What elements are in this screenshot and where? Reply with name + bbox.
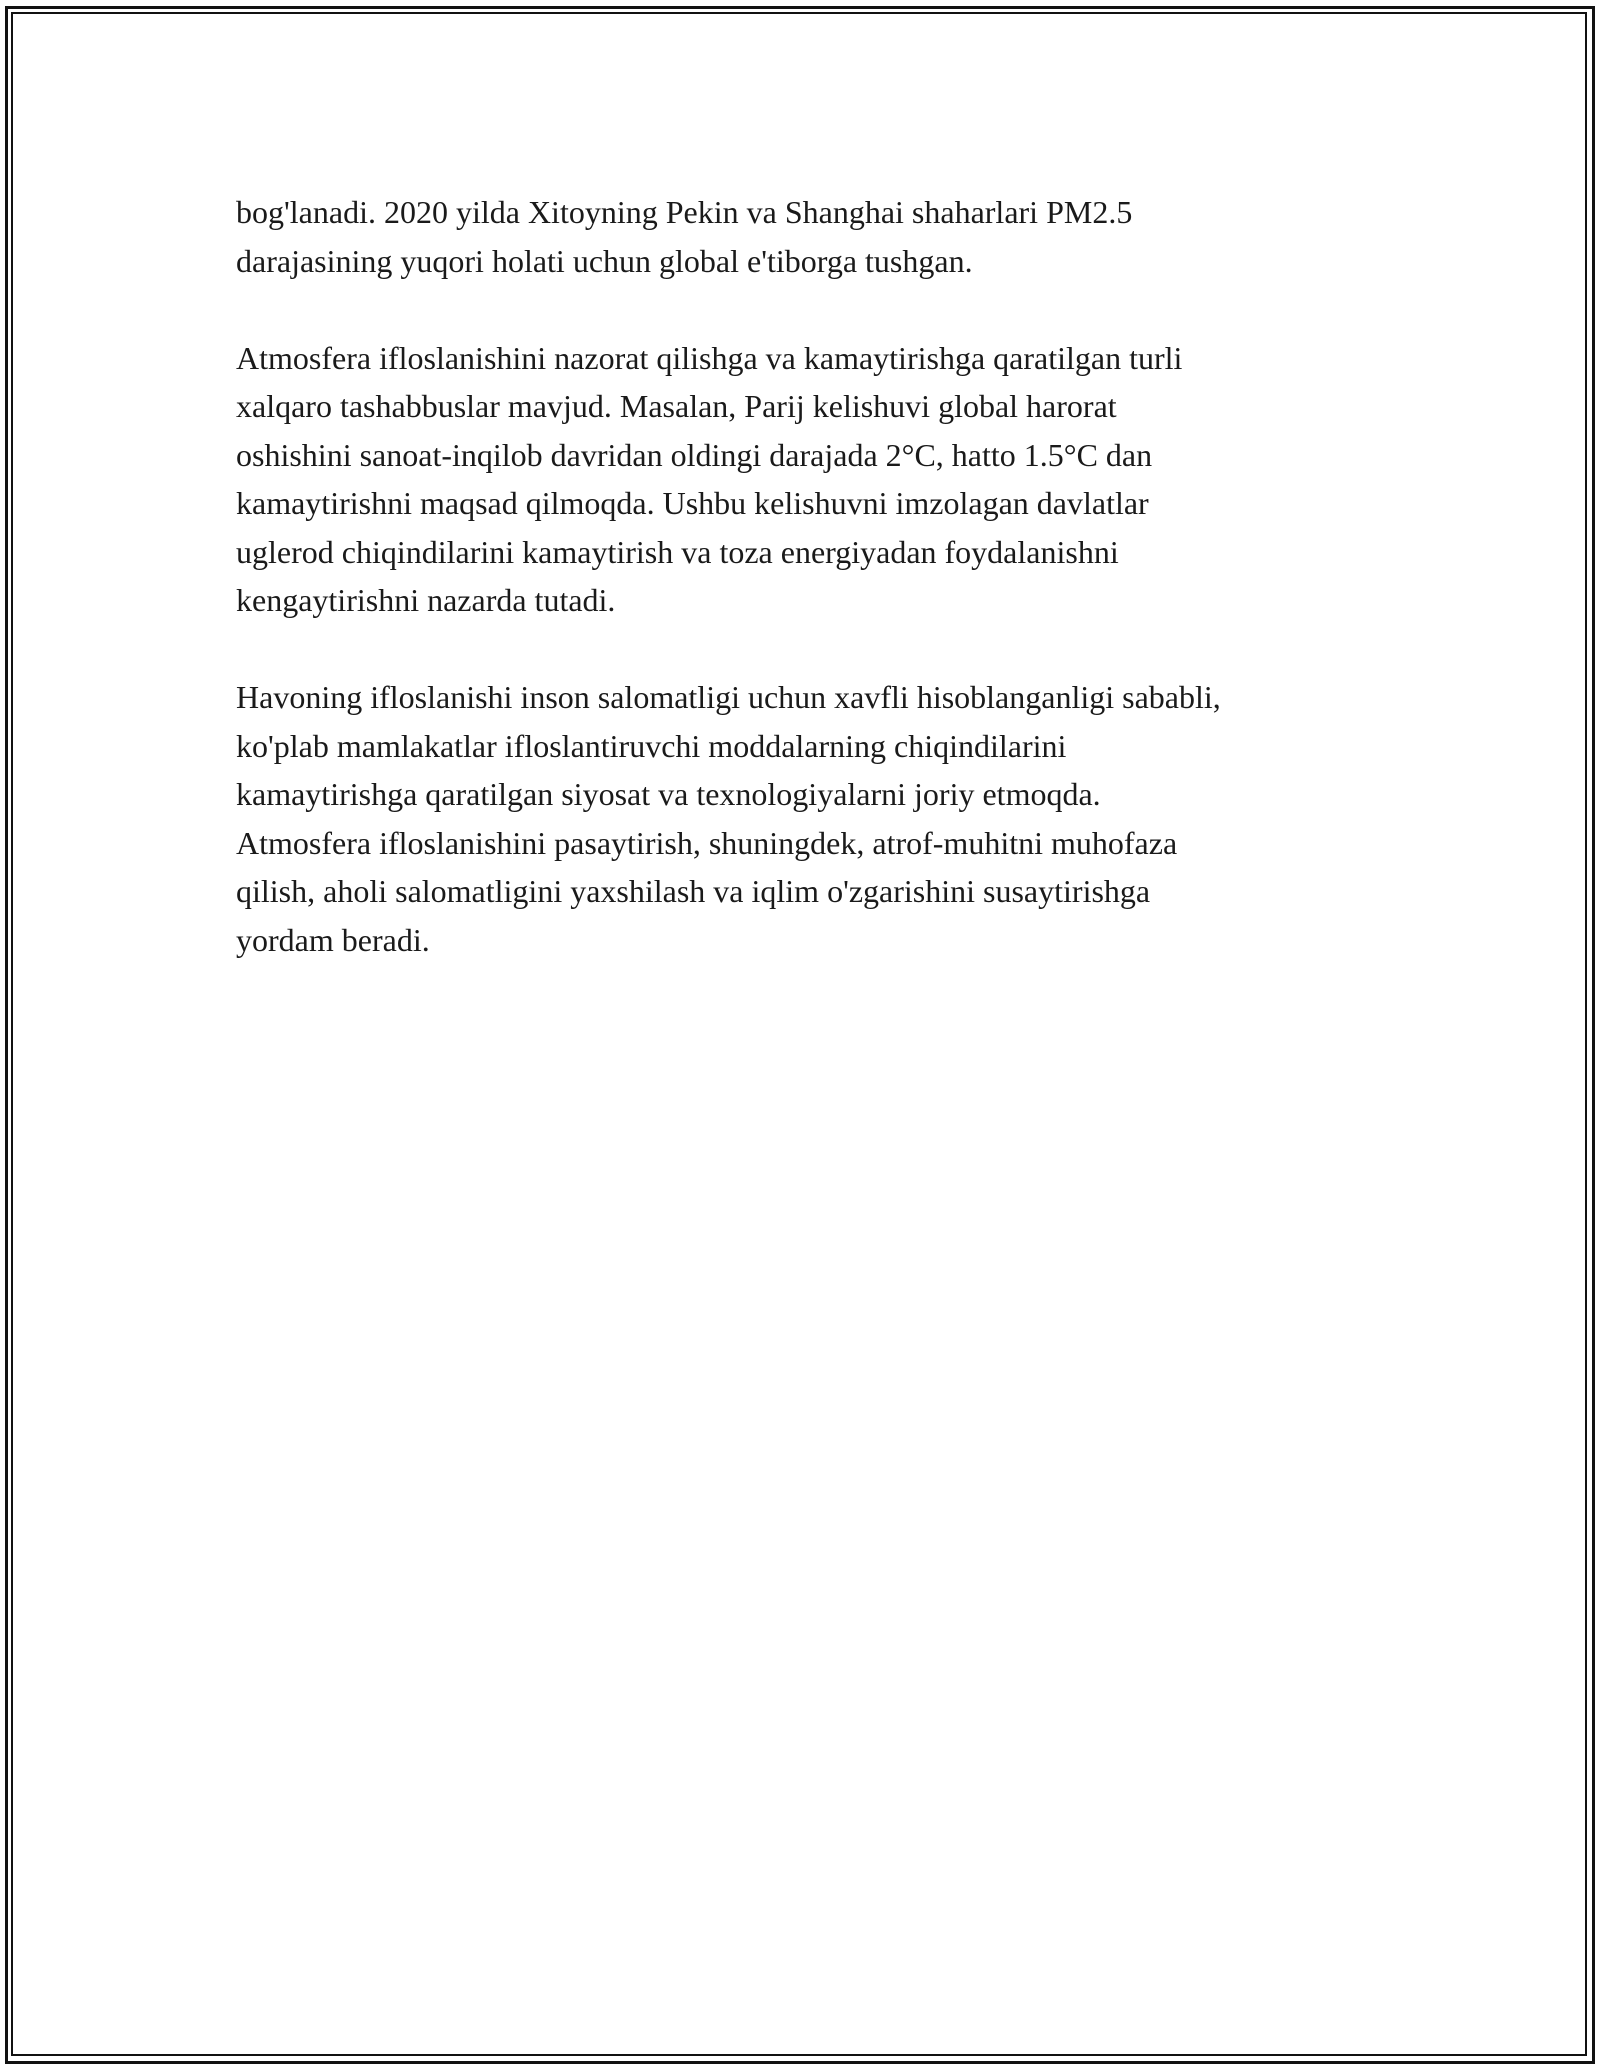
text-line: kengaytirishni nazarda tutadi. (236, 582, 616, 618)
paragraph-health-policy (236, 673, 1396, 964)
text-line: Atmosfera ifloslanishini nazorat qilishga va kamaytirishga qaratilgan turli (236, 339, 1183, 376)
text-line: bog'lanadi. 2020 yilda Xitoyning Pekin va Shanghai shaharlari PM2.5 (236, 194, 1133, 230)
text-line: xalqaro tashabbuslar mavjud. Masalan, Parij kelishuvi global harorat (236, 388, 1117, 424)
text-line: kamaytirishni maqsad qilmoqda. Ushbu kelishuvni imzolagan davlatlar (236, 485, 1149, 521)
text-line: darajasining yuqori holati uchun global e'tiborga tushgan. (236, 242, 973, 279)
text-line: oshishini sanoat-inqilob davridan oldingi darajada 2°C, hatto 1.5°C dan (236, 436, 1153, 473)
text-line: uglerod chiqindilarini kamaytirish va toza energiyadan foydalanishni (236, 533, 1119, 570)
document-body (236, 188, 1396, 1013)
text-line: ko'plab mamlakatlar ifloslantiruvchi moddalarning chiqindilarini (236, 727, 1067, 764)
paragraph-paris-agreement (236, 334, 1396, 625)
text-line: Atmosfera ifloslanishini pasaytirish, shuningdek, atrof-muhitni muhofaza (236, 824, 1178, 861)
text-line: kamaytirishga qaratilgan siyosat va texnologiyalarni joriy etmoqda. (236, 776, 1101, 812)
text-line: Havoning ifloslanishi inson salomatligi uchun xavfli hisoblanganligi sababli, (236, 679, 1221, 715)
text-line: qilish, aholi salomatligini yaxshilash va iqlim o'zgarishini susaytirishga (236, 873, 1151, 909)
paragraph-pm25 (236, 188, 1396, 285)
text-line: yordam beradi. (236, 921, 430, 958)
